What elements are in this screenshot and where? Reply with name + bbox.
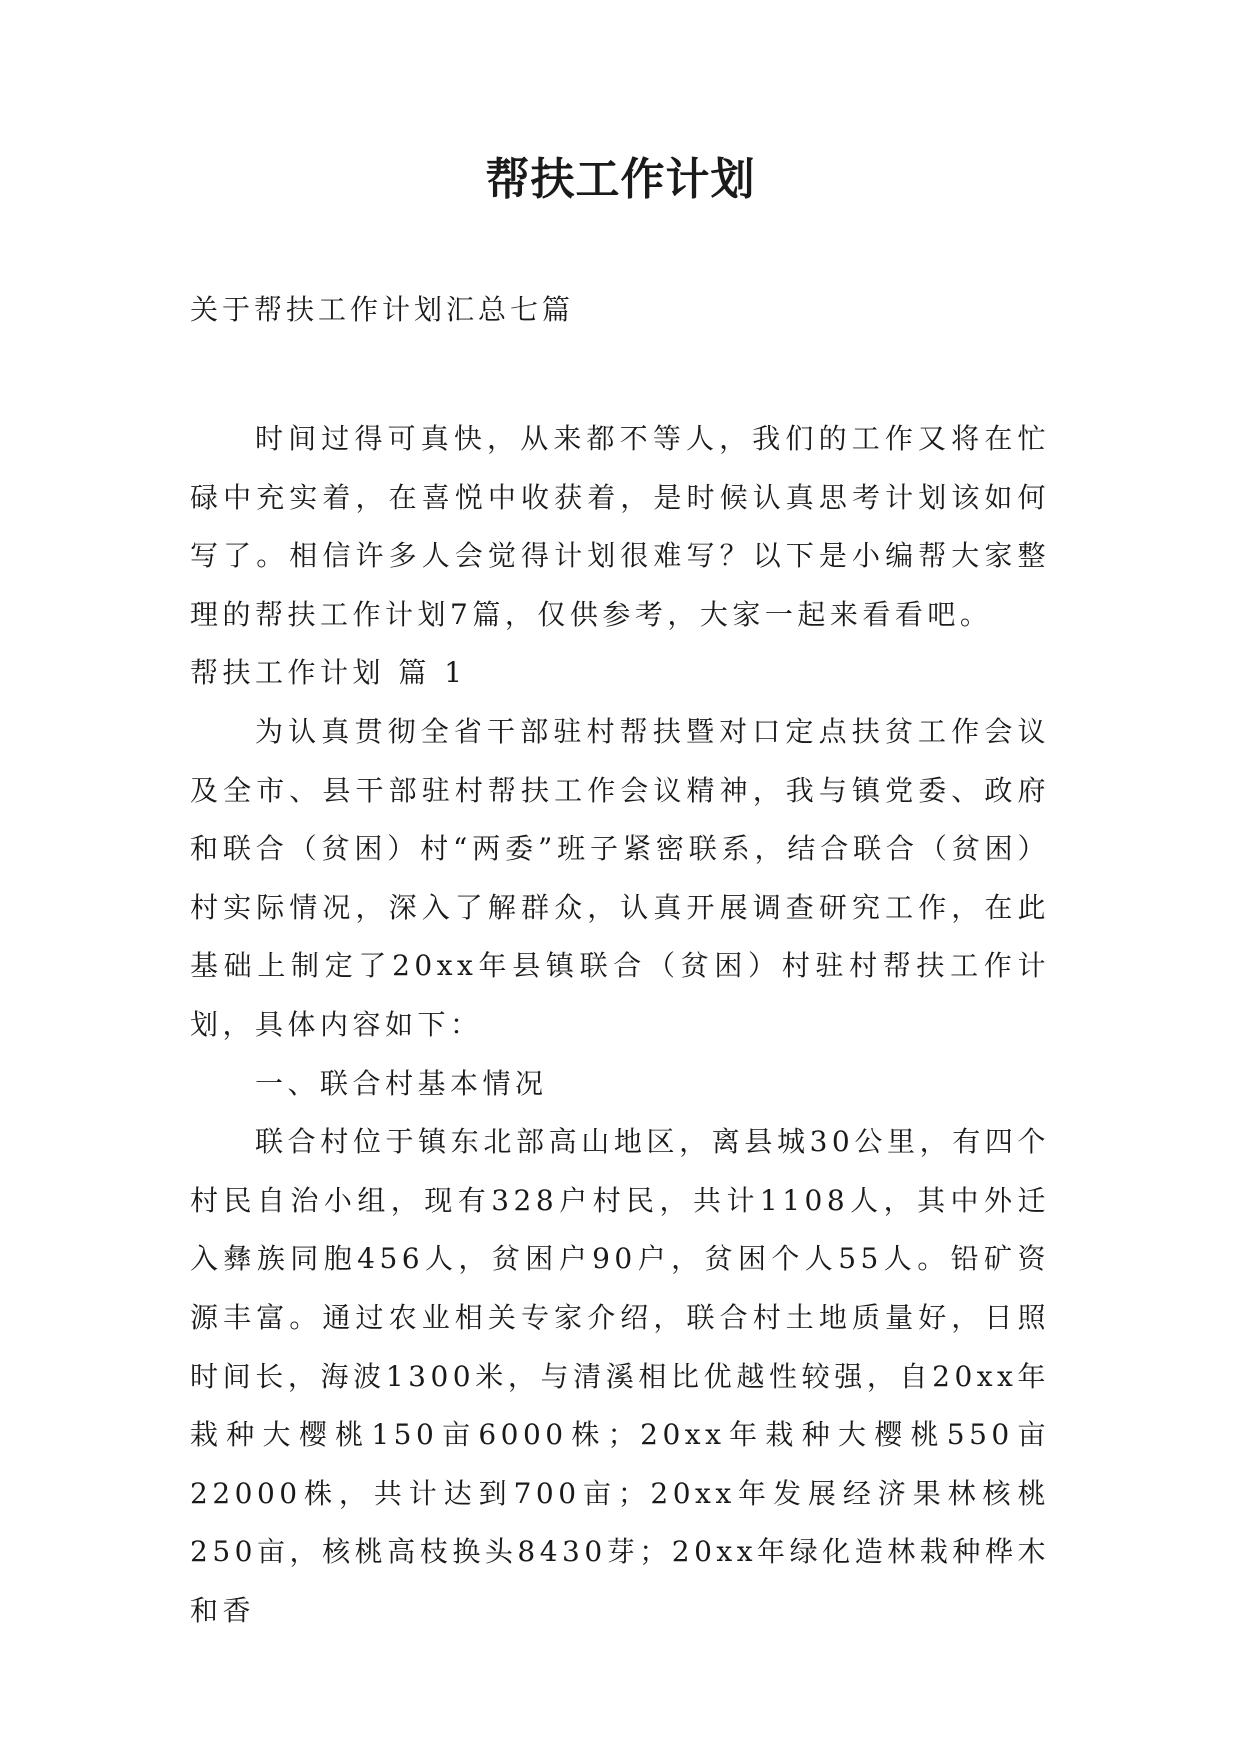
intro-paragraph: 时间过得可真快，从来都不等人，我们的工作又将在忙碌中充实着，在喜悦中收获着，是时候认真思考计划该如何写了。相信许多人会觉得计划很难写？以下是小编帮大家整理的帮扶工作计划7篇，仅供参考，大家一起来看看吧。 xyxy=(190,422,1050,631)
section-title: 帮扶工作计划 篇 1 xyxy=(190,656,467,690)
body-paragraph-1: 为认真贯彻全省干部驻村帮扶暨对口定点扶贫工作会议及全市、县干部驻村帮扶工作会议精神，我与镇党委、政府和联合（贫困）村“两委”班子紧密联系，结合联合（贫困）村实际情况，深入了解群众，认真开展调查研究工作，在此基础上制定了20xx年县镇联合（贫困）村驻村帮扶工作计划，具体内容如下： xyxy=(190,714,1050,1041)
body-paragraph-2: 联合村位于镇东北部高山地区，离县城30公里，有四个村民自治小组，现有328户村民，共计1108人，其中外迁入彝族同胞456人，贫困户90户，贫困个人55人。铅矿资源丰富。通过农业相关专家介绍，联合村土地质量好，日照时间长，海波1300米，与清溪相比优越性较强，自20xx年栽种大樱桃150亩6000株；20xx年栽种大樱桃550亩22000株，共计达到700亩；20xx年发展经济果林核桃250亩，核桃高枝换头8430芽；20xx年绿化造林栽种桦木和香 xyxy=(190,1125,1050,1627)
document-body xyxy=(190,410,1050,1640)
document-title: 帮扶工作计划 xyxy=(485,154,756,205)
document-subtitle: 关于帮扶工作计划汇总七篇 xyxy=(190,293,575,326)
section-heading-1: 一、联合村基本情况 xyxy=(255,1066,548,1100)
